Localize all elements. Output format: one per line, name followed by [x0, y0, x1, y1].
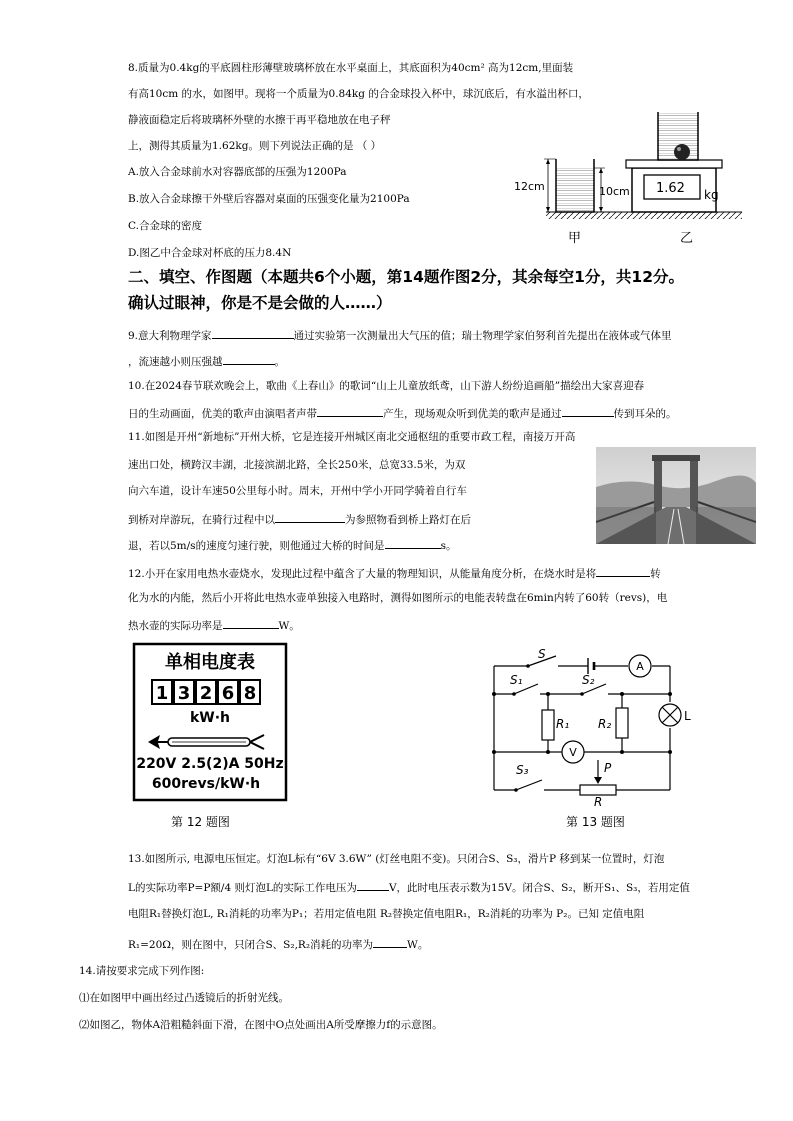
- q11-line5: [128, 537, 456, 553]
- bridge-photo: [596, 447, 756, 544]
- q11-line3: 向六车道，设计车速50公里每小时。周末，开州中学小开同学骑着自行车: [128, 485, 467, 497]
- q13-blank-2[interactable]: [373, 936, 407, 948]
- electric-meter: [132, 642, 288, 802]
- rheostat-r-label: R: [594, 795, 603, 808]
- q12-line1: [128, 565, 661, 581]
- q8-line4: 上，测得其质量为1.62kg。则下列说法正确的是 （ ）: [128, 140, 382, 152]
- q8-line2: 有高10cm 的水，如图甲。现将一个质量为0.84kg 的合金球投入杯中，球沉底后，有水溢出杯口，: [128, 88, 589, 100]
- q10-text-4: 传到耳朵的。: [613, 408, 677, 420]
- label-yi: 乙: [680, 231, 694, 246]
- q13-text-4b: W。: [407, 939, 429, 951]
- q9-text-3: ，流速越小则压强越: [128, 356, 223, 368]
- section-2-subtitle: 确认过眼神，你是不是会做的人……）: [128, 294, 392, 312]
- q9-blank-1[interactable]: [212, 327, 294, 339]
- meter-digit-5: 8: [243, 683, 257, 704]
- resistor-r1-label: R₁: [556, 717, 570, 731]
- q9-text-1: 9.意大利物理学家: [128, 330, 212, 342]
- q12-line3: [128, 617, 300, 633]
- q9-blank-2[interactable]: [223, 353, 275, 365]
- fig12-caption: 第 12 题图: [171, 815, 230, 829]
- q11-text-5a: 退，若以5m/s的速度匀速行驶，则他通过大桥的时间是: [128, 540, 385, 552]
- q10-line1: 10.在2024春节联欢晚会上，歌曲《上春山》的歌词“山上儿童放纸鸢，山下游人纷纷追画船”描绘出大家喜迎春: [128, 380, 645, 392]
- q11-text-4a: 到桥对岸游玩，在骑行过程中以: [128, 514, 275, 526]
- meter-digit-1: 1: [155, 683, 169, 704]
- q11-line4: [128, 511, 471, 527]
- q12-blank-1[interactable]: [596, 565, 650, 577]
- q12-text-3a: 热水壶的实际功率是: [128, 620, 223, 632]
- q8-figure: [510, 108, 750, 250]
- q8-option-d: D.图乙中合金球对杯底的压力8.4N: [128, 247, 292, 259]
- q11-blank-2[interactable]: [385, 537, 441, 549]
- q12-line2: 化为水的内能，然后小开将此电热水壶单独接入电路时，测得如图所示的电能表转盘在6min内转了60转（revs)，电: [128, 592, 668, 604]
- q10-blank-2[interactable]: [562, 405, 614, 417]
- q9-text-4: 。: [274, 356, 285, 368]
- meter-digit-2: 3: [177, 683, 191, 704]
- meter-spec-2: 600revs/kW·h: [151, 776, 261, 792]
- q9-line2: [128, 353, 285, 369]
- q10-blank-1[interactable]: [317, 405, 383, 417]
- circuit-diagram: [486, 644, 704, 808]
- fig13-caption: 第 13 题图: [566, 815, 625, 829]
- switch-s1-label: S₁: [510, 673, 523, 687]
- q9-line1: [128, 327, 672, 343]
- scale-reading: 1.62: [656, 181, 685, 196]
- q12-text-1b: 转: [650, 568, 661, 580]
- q13-line4: [128, 936, 428, 952]
- voltmeter-label: V: [569, 746, 577, 759]
- q13-line3: 电阻R₁替换灯泡L, R₁消耗的功率为P₁；若用定值电阻 R₂替换定值电阻R₁，R₂消耗的功率为 P₂。已知 定值电阻: [128, 908, 645, 920]
- q11-blank-1[interactable]: [275, 511, 345, 523]
- q11-line1: 11.如图是开州“新地标”开州大桥，它是连接开州城区南北交通枢纽的重要市政工程，南接万开高: [128, 431, 576, 443]
- switch-s2-label: S₂: [582, 673, 595, 687]
- q12-text-1a: 12.小开在家用电热水壶烧水，发现此过程中蕴含了大量的物理知识，从能量角度分析，在烧水时是将: [128, 568, 597, 580]
- q8-option-c: C.合金球的密度: [128, 220, 202, 232]
- meter-spec-1: 220V 2.5(2)A 50Hz: [136, 756, 284, 772]
- q10-text-2: 日的生动画面，优美的歌声由演唱者声带: [128, 408, 317, 420]
- q8-line1: 8.质量为0.4kg的平底圆柱形薄壁玻璃杯放在水平桌面上，其底面积为40cm² 高为12cm,里面装: [128, 62, 574, 74]
- meter-digits: [152, 680, 260, 704]
- ammeter-label: A: [636, 660, 644, 673]
- q13-text-2a: L的实际功率P=P额/4 则灯泡L的实际工作电压为: [128, 882, 357, 894]
- q9-text-2: 通过实验第一次测量出大气压的值；瑞士物理学家伯努利首先提出在液体或气体里: [293, 330, 672, 342]
- switch-s3-label: S₃: [516, 763, 529, 777]
- q14-line1: 14.请按要求完成下列作图:: [79, 965, 205, 977]
- q11-text-5b: s。: [440, 540, 457, 552]
- alloy-ball: [674, 144, 690, 160]
- ground-hatch: [546, 212, 742, 219]
- meter-unit: kW·h: [189, 710, 231, 726]
- q13-blank-1[interactable]: [357, 879, 389, 891]
- cup-water: [556, 168, 594, 212]
- q8-option-a: A.放入合金球前水对容器底部的压强为1200Pa: [128, 166, 347, 178]
- q8-option-b: B.放入合金球擦干外壁后容器对桌面的压强变化量为2100Pa: [128, 193, 410, 205]
- resistor-r2-label: R₂: [598, 717, 612, 731]
- q11-line2: 速出口处，横跨汉丰湖，北接滨湖北路，全长250米，总宽33.5米，为双: [128, 459, 466, 471]
- q13-text-2b: V，此时电压表示数为15V。闭合S、S₂，断开S₁、S₃，若用定值: [388, 882, 690, 894]
- lamp-label: L: [684, 709, 691, 723]
- q12-text-3b: W。: [278, 620, 300, 632]
- meter-digit-3: 2: [199, 683, 213, 704]
- q13-line2: [128, 879, 690, 895]
- meter-digit-4: 6: [221, 683, 235, 704]
- q10-text-3: 产生，现场观众听到优美的歌声是通过: [383, 408, 562, 420]
- q13-line1: 13.如图所示, 电源电压恒定。灯泡L标有“6V 3.6W” (灯丝电阻不变)。只闭合S、S₃，滑片P 移到某一位置时，灯泡: [128, 853, 665, 865]
- q8-line3: 静液面稳定后将玻璃杯外壁的水擦干再平稳地放在电子秤: [128, 114, 391, 126]
- dim-10cm: 10cm: [599, 185, 630, 198]
- meter-title: 单相电度表: [165, 652, 255, 673]
- q14-line2: ⑴在如图甲中画出经过凸透镜后的折射光线。: [79, 992, 289, 1004]
- scale-unit: kg: [704, 188, 719, 202]
- section-2-title: 二、填空、作图题（本题共6个小题，第14题作图2分，其余每空1分，共12分。: [128, 268, 684, 286]
- q14-line3: ⑵如图乙，物体A沿粗糙斜面下滑，在图中O点处画出A所受摩擦力f的示意图。: [79, 1019, 443, 1031]
- q12-blank-2[interactable]: [223, 617, 279, 629]
- label-jia: 甲: [568, 231, 582, 246]
- q11-text-4b: 为参照物看到桥上路灯在后: [345, 514, 471, 526]
- switch-s-label: S: [538, 647, 546, 661]
- slider-p-label: P: [604, 761, 612, 775]
- q13-text-4a: R₁=20Ω，则在图中，只闭合S、S₂,R₂消耗的功率为: [128, 939, 374, 951]
- q10-line2: [128, 405, 677, 421]
- dim-12cm: 12cm: [514, 180, 545, 193]
